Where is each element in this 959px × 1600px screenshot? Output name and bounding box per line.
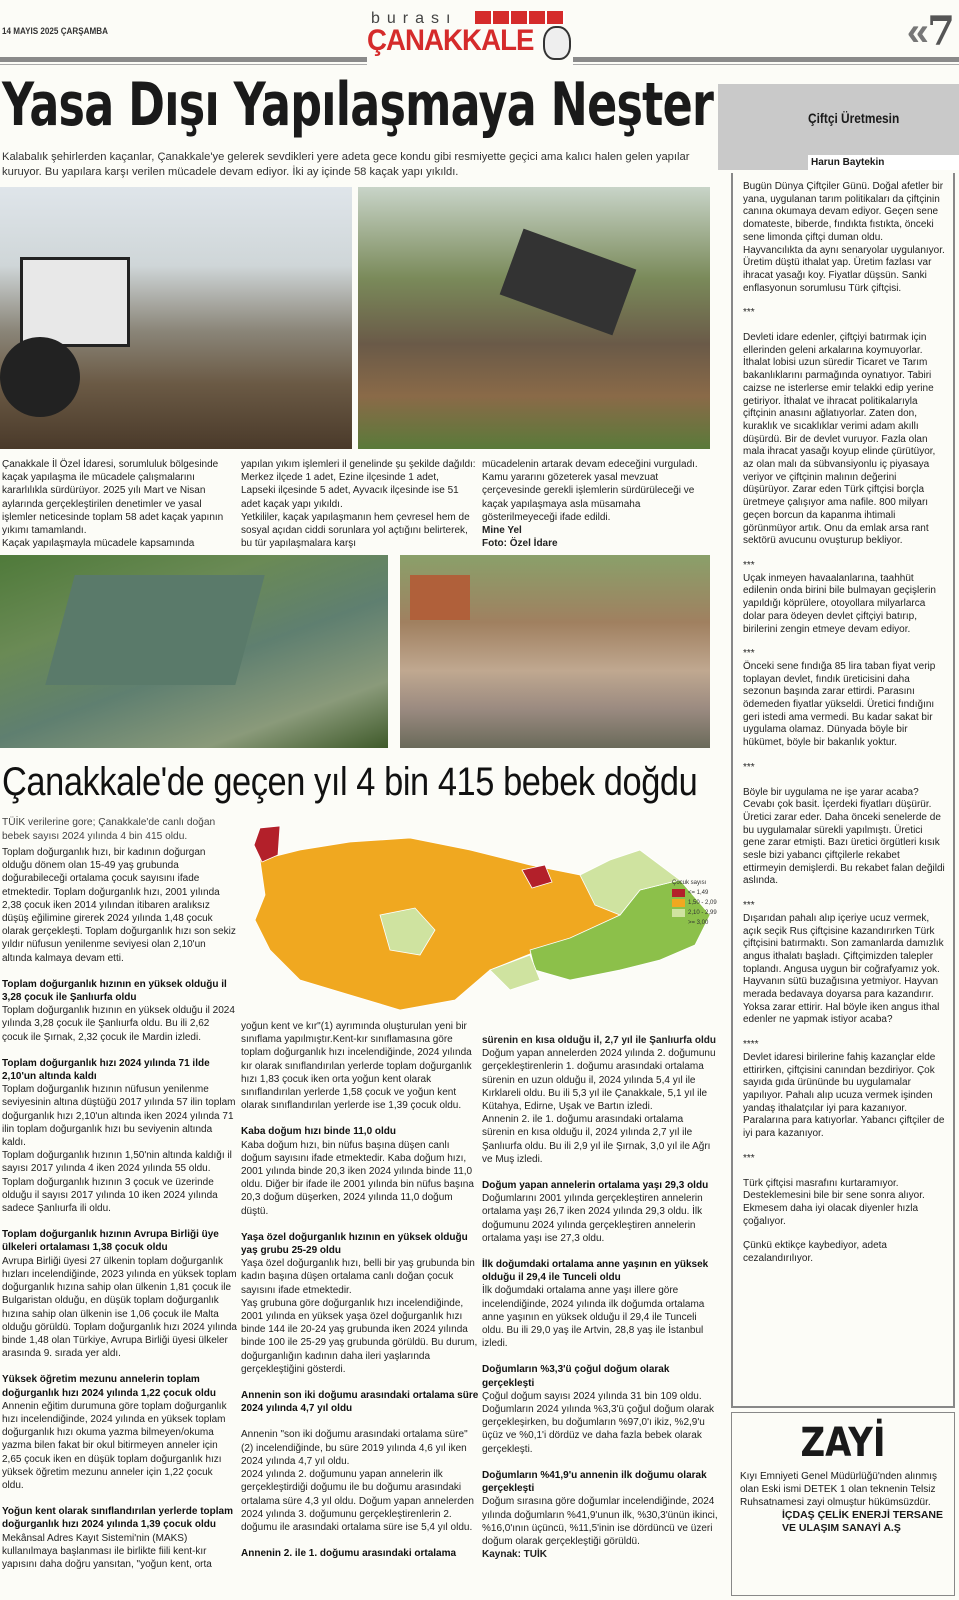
map-legend-item — [672, 899, 720, 907]
logo-bars — [475, 11, 565, 24]
paragraph: Toplam doğurganlık hızının en yüksek olduğu il 2024 yılında 3,28 çocuk ile Şanlıurfa oldu. Bu ili 2,62 çocuk ile Şırnak, 2,32 çocuk ile Mardin izledi. — [2, 1005, 235, 1043]
section-heading: Yoğun kent olarak sınıflandırılan yerlerde toplam doğurganlık hızı 2024 yılında 1,39 çocuk oldu — [2, 1506, 233, 1531]
article2-headline: Çanakkale'de geçen yıl 4 bin 415 bebek doğdu — [2, 760, 698, 804]
article1-column-3 — [482, 458, 714, 550]
legend-swatch — [672, 889, 685, 897]
section-heading: Annenin 2. ile 1. doğumu arasındaki ortalama — [241, 1548, 457, 1560]
photo-demolition-rubble — [400, 555, 710, 748]
section-heading: Toplam doğurganlık hızının Avrupa Birliği üye ülkeleri ortalaması 1,38 çocuk oldu — [2, 1229, 219, 1254]
section-heading: İlk doğumdaki ortalama anne yaşının en yüksek olduğu il 29,4 ile Tunceli oldu — [482, 1259, 709, 1284]
legend-label: <= 1,49 — [688, 890, 709, 896]
paragraph: Çanakkale İl Özel İdaresi, sorumluluk bölgesinde kaçak yapılaşma ile mücadele çalışmalarını kararlılıkla sürdürüyor. 2025 yılı Mart ve Nisan aylarında gerçekleştirilen denetimler ve yasal işlemler neticesinde toplam 58 adet kaçak yapının yıkımı tamamlandı. Kaçak yapılaşmayla mücadele kapsamında — [2, 459, 224, 550]
photo-demolition-tractor — [0, 187, 352, 449]
map-legend-item — [672, 919, 720, 927]
fertility-map-turkey — [240, 820, 718, 1025]
paragraph: Yaşa özel doğurganlık hızı, belli bir yaş grubunda bin kadın başına düşen ortalama canlı doğan çocuk sayısını ifade etmektedir. Yaş grubuna göre doğurganlık hızı incelendiğinde, 2001 yılında en yüksek yaşa özel doğurganlık hızı binde 144 ile 20-24 yaş grubunda iken 2024 yılında binde 100 ile 25-29 yaş grubunda görüldü. Bu durum, doğurganlığın kadının daha ileri yaşlarında gerçekleştiğini gösterdi. — [241, 1258, 478, 1375]
map-legend — [672, 880, 720, 929]
article2-column-3 — [482, 1034, 718, 1561]
newspaper-logo[interactable] — [367, 8, 573, 66]
paragraph: yoğun kent ve kır"(1) ayrımında oluşturulan yeni bir sınıflama yapılmıştır.Kent-kır sınıflamasına göre toplam doğurganlık hızı incelendiğinde, 2024 yılında kır olarak sınıflandırılan yerlerde toplam doğurganlık hızı 1,83 çocuk iken orta yoğun kent olarak sınıflandırılan yerlerde 1,58 çocuk ve yoğun kent olarak sınıflandırılan yerlerde ise 1,39 çocuk oldu. — [241, 1021, 472, 1112]
logo-main-text: ÇANAKKALE — [367, 24, 534, 57]
legend-swatch — [672, 919, 685, 927]
paragraph: Annenin eğitim durumuna göre toplam doğurganlık hızı incelendiğinde, 2024 yılında en yüksek toplam doğurganlık hızı okuma yazma bilmeyen/okuma yazma bilen fakat bir okul bitirmeyen anneler için 2,65 çocuk iken en düşük toplam doğurganlık hızı yüksek öğretim mezunu anneler için 1,22 çocuk oldu. — [2, 1400, 227, 1491]
column-paragraph: *** — [743, 1152, 755, 1164]
paragraph: Çoğul doğum sayısı 2024 yılında 31 bin 109 oldu. Doğumların 2024 yılında %3,3'ü çoğul doğum olarak gerçekleşirken, bu doğumların %97,0'ı ikiz, %2,9'u üçüz ve %0,1'i dördüz ve daha fazla bebek olarak gerçekleşti. — [482, 1390, 715, 1455]
article1-column-2 — [241, 458, 476, 550]
paragraph: mücadelenin artarak devam edeceğini vurguladı. Kamu yararını gözeterek yasal mevzuat çerçevesinde gerekli işlemlerin sürdürüleceği ve kaçak yapılaşmaya asla müsamaha gösterilmeyeceği ifade edildi. — [482, 459, 698, 523]
section-heading: Yaşa özel doğurganlık hızının en yüksek olduğu yaş grubu 25-29 oldu — [241, 1231, 468, 1257]
paragraph: Kaba doğum hızı, bin nüfus başına düşen canlı doğum sayısını ifade etmektedir. Kaba doğum hızı, 2001 yılında binde 20,3 iken 2024 yılında binde 11,0 oldu. Diğer bir ifade ile 2001 yılında bin nüfus başına 20,3 doğum düşerken, 2024 yılında 11,0 doğum düştü. — [241, 1139, 474, 1217]
byline: Mine Yel — [482, 525, 522, 537]
legend-label: >= 3,00 — [688, 920, 709, 926]
legend-label: 2,10 - 2,99 — [688, 910, 717, 916]
article-headline: Yasa Dışı Yapılaşmaya Neşter — [2, 70, 714, 140]
logo-top-text: burası — [371, 10, 458, 27]
map-legend-item — [672, 889, 720, 897]
zayi-company-line-1: İÇDAŞ ÇELİK ENERJİ TERSANE — [782, 1509, 944, 1522]
section-heading: Yüksek öğretim mezunu annelerin toplam doğurganlık hızı 2024 yılında 1,22 çocuk oldu — [2, 1374, 216, 1399]
chevron-left-icon: « — [906, 10, 929, 54]
column-title: Çiftçi Üretmesin — [808, 110, 900, 126]
column-paragraph: *** Uçak inmeyen havaalanlarına, taahhüt edilenin onda birini bile bulmayan geçişlerin yapıldığı köprülere, otoyollara milyarlarca dolar para ödeyen devlet çiftçiyi batırıp, birilerini zengin etmeye devam ediyor. — [743, 559, 936, 635]
issue-date: 14 MAYIS 2025 ÇARŞAMBA — [2, 26, 108, 36]
article2-intro: TÜİK verilerine gore; Çanakkale'de canlı doğan bebek sayısı 2024 yılında 4 bin 415 oldu. — [2, 817, 216, 842]
byline: sürenin en kısa olduğu il, 2,7 yıl ile Şanlıurfa oldu — [482, 1035, 716, 1046]
paragraph: Doğum yapan annelerden 2024 yılında 2. doğumunu gerçekleştirenlerin 1. doğumu arasındaki ortalama sürenin en uzun olduğu il, 2024 yılında 5,4 yıl ile Kırklareli oldu. Bu ili 5,3 yıl ile Çanakkale, 5,1 yıl ile Kütahya, Edirne, Uşak ve Bartın izledi. Annenin 2. ile 1. doğumu arasındaki ortalama sürenin en kısa olduğu il, 2024 yılında 2,7 yıl ile Şanlıurfa oldu. Bu ili 2,9 yıl ile Şırnak, 3,0 yıl ile Ağrı ve Muş izledi. — [482, 1048, 716, 1165]
column-paragraph: Türk çiftçisi masrafını kurtaramıyor. Desteklemesini bile bir sene sonra alıyor. Ekmesem daha iyi olacak diyenler hızla çoğalıyor. — [743, 1177, 925, 1227]
column-paragraph: *** — [743, 761, 755, 773]
article2-column-2 — [241, 1020, 479, 1560]
author-photo — [718, 62, 804, 170]
column-paragraph: Devleti idare edenler, çiftçiyi batırmak için ellerinden geleni arkalarına koymuyorlar. İthalat lobisi uzun süredir Ticaret ve Tarım bakanlıklarını parmağında oynatıyor. Tabiri caizse ne isterlerse emir telakki edip yerine getiriyor. İthalat ve ihracat politikalarıyla çiftçinin anasını ağlatıyorlar. Zaten don, kuraklık ve sıcaklıklar verimi adam akıllı düşürdü. Bir de devlet vuruyor. Fazla olan mala ihracat yasağı koyup elinde çürütüyor, az olan malı da sübvansiyonlu iç piyasaya veriyor ve çiftçinin malının değerini düşürüyor. Zarar eden Türk çiftçisi borçla üretmeye çalışıyor ama nafile. 800 milyarı geçen borcun da kapanma ihtimali görünmüyor artık. Onu da emlak arsa rant sektörü avucunu ovuşturup bekliyor. — [743, 332, 936, 547]
paragraph: Avrupa Birliği üyesi 27 ülkenin toplam doğurganlık hızları incelendiğinde, 2023 yılında en yüksek toplam doğurganlık hızına sahip olan ülkenin 1,81 çocuk ile Bulgaristan olduğu, en düşük toplam doğurganlık hızına sahip olan ülkenin ise 1,06 çocuk ile Malta olduğu görüldü. Toplam doğurganlık hızı 2024 yılında binde 1,48 olan Türkiye, Avrupa Birliği üyesi ülkeler arasında 9. sırada yer aldı. — [2, 1255, 237, 1360]
section-heading: Annenin son iki doğumu arasındaki ortalama süre 2024 yılında 4,7 yıl oldu — [241, 1390, 479, 1415]
column-author: Harun Baytekin — [808, 155, 959, 170]
section-heading: Doğum yapan annelerin ortalama yaşı 29,3 oldu — [482, 1180, 709, 1192]
article1-column-1 — [2, 458, 234, 550]
column-paragraph: *** Önceki sene fındığa 85 lira taban fiyat verip toplayan devlet, fındık üreticisini daha sezonun başında zarar ettirdi. Parasını ödemeden fiyatlar yükseldi. Üretici fındığını geri istedi ama vermedi. Bu kadar sakat bir uygulama olamaz. Dünyada böyle bir hükümet, böyle bir bakanlık yoktur. — [743, 648, 936, 749]
zayi-company-line-2: VE ULAŞIM SANAYİ A.Ş — [782, 1522, 901, 1535]
column-paragraph: *** Dışarıdan pahalı alıp içeriye ucuz vermek, açık seçik Rus çiftçisine kazandırırken Türk çiftçisini batırmaktı. Son zamanlarda damızlık angus ithalatı başladı. Çiftçimizden talepler toplandı. Angusa uygun bir coğrafyamız yok. Hayvanın sütü buzağısına yetmiyor. Hayvan merada bedavaya doyarsa para kazandırır. Yoksa zarar ettirir. Hal böyle iken angus ithal edenler ne yapmak istiyor acaba? — [743, 900, 944, 1026]
section-heading: Doğumların %41,9'u annenin ilk doğumu olarak gerçekleşti — [482, 1469, 707, 1495]
opinion-column-body — [731, 173, 955, 1408]
map-region-orange — [255, 838, 660, 1010]
legend-swatch — [672, 899, 685, 907]
paragraph: Doğum sırasına göre doğumlar incelendiğinde, 2024 yılında doğumların %41,9'unun ilk, %30,3'ünün ikinci, %16,0'ının üçüncü, %11,5'inin ise dördüncü ve üzeri doğum olarak gerçekleştiği görüldü. — [482, 1496, 718, 1547]
photo-demolition-excavator — [358, 187, 710, 449]
column-paragraph: **** Devlet idaresi birilerine fahiş kazançlar elde ettirirken, çiftçisini canından bezdiriyor. Çok sayıda gıda ürününde bu uygulamalar yapılıyor. Pahalı alıp ucuza vermek işinden yandaş ithalatçılar iyi para kazanıyor. Paralarına para katıyorlar. Yabancı çiftçiler de iyi para kazanıyor. — [743, 1039, 945, 1140]
column-paragraph: *** — [743, 307, 755, 319]
section-heading: Kaba doğum hızı binde 11,0 oldu — [241, 1126, 397, 1138]
paragraph: Mekânsal Adres Kayıt Sistemi'nin (MAKS) kullanılmaya başlanması ile birlikte fiili kent-kır yapısını daha doğru yansıtan, "yoğun kent, orta — [2, 1532, 212, 1570]
zayi-title: ZAYİ — [800, 1420, 886, 1466]
paragraph: Toplam doğurganlık hızının nüfusun yenilenme seviyesinin altına düştüğü 2017 yılında 57 ilin toplam doğurganlık hızı 2,10'un altında iken 2024 yılında 71 ilin toplam doğurganlık hızı bu seviyenin altında kaldı. Toplam doğurganlık hızının 1,50'nin altında kaldığı il sayısı 2017 yılında 4 iken 2024 yılında 55 oldu. Toplam doğurganlık hızının 3 çocuk ve üzerinde olduğu il sayısı 2017 yılında 10 iken 2024 yılında sadece Şanlıurfa ili oldu. — [2, 1084, 236, 1215]
zayi-body: Kıyı Emniyeti Genel Müdürlüğü'nden alınmış olan Eski ismi DETEK 1 olan teknenin Telsiz Ruhsatnamesi zayi olmuştur hükümsüzdür. — [740, 1471, 938, 1508]
paragraph: İlk doğumdaki ortalama anne yaşı illere göre incelendiğinde, 2024 yılında ilk doğumda ortalama anne yaşının en yüksek olduğu il 29,4 ile Tunceli oldu. Bu ili 29,0 yaş ile Artvin, 28,8 yaş ile İstanbul izledi. — [482, 1285, 705, 1350]
zayi-notice — [731, 1412, 955, 1596]
byline: Kaynak: TUİK — [482, 1549, 548, 1561]
page-number: 7 — [927, 8, 955, 55]
article-deck: Kalabalık şehirlerden kaçanlar, Çanakkale'ye gelerek sevdikleri yere adeta gece kondu gibi resmiyette geçici ama kalıcı halen gelen yapılar kuruyor. Bu yapılara karşı verilen mücadele devam ediyor. İki ay içinde 58 kaçak yapı yıkıldı. — [2, 151, 690, 178]
section-heading: Doğumların %3,3'ü çoğul doğum olarak gerçekleşti — [482, 1364, 670, 1389]
map-legend-item — [672, 909, 720, 917]
column-paragraph: Böyle bir uygulama ne işe yarar acaba? Cevabı çok basit. İçerdeki fiyatları düşürür. Üretici zarar eder. Daha önceki senelerde de bu uygulamalar sürekli yapılmıştı. Üretici gene zarar etmişti. Bazı üretici örgütleri kısık sesle bizi yabancı çiftçilerle rekabet ettirmeyin demişlerdi. Bu rekabet falan değildi aslında. — [743, 786, 945, 887]
portrait-icon — [543, 26, 571, 60]
section-heading: Toplam doğurganlık hızının en yüksek olduğu il 3,28 çocuk ile Şanlıurfa oldu — [2, 978, 227, 1004]
paragraph: yapılan yıkım işlemleri il genelinde şu şekilde dağıldı: Merkez ilçede 1 adet, Ezine ilçesinde 1 adet, Lapseki ilçesinde 5 adet, Ayvacık ilçesinde ise 51 adet kaçak yapı yıkıldı. Yetkililer, kaçak yapılaşmanın hem çevresel hem de sosyal açıdan ciddi sorunlara yol açtığını belirterek, bu tür yapılaşmalara karşı — [241, 459, 476, 550]
legend-swatch — [672, 909, 685, 917]
paragraph: Toplam doğurganlık hızı, bir kadının doğurgan olduğu dönem olan 15-49 yaş grubunda doğurabileceği ortalama çocuk sayısını ifade etmektedir. Toplam doğurganlık hızı, 2001 yılında 2,38 çocuk iken 2014 yılından itibaren aralıksız düşüş eğilimine girerek 2024 yılında 1,48 çocuk olarak gerçekleşti. Toplam doğurganlık hızı son sekiz yıldır nüfusun yenilenme seviyesi olan 2,10'un altında kalmaya devam etti. — [2, 847, 236, 964]
byline: Foto: Özel İdare — [482, 538, 558, 550]
paragraph: Annenin "son iki doğumu arasındaki ortalama süre"(2) incelendiğinde, bu süre 2019 yılında 4,6 yıl iken 2024 yılında 4,7 yıl oldu. 2024 yılında 2. doğumunu yapan annelerin ilk gerçekleştirdiği doğumu ile bu doğumu arasındaki ortalama süre 4,3 yıl oldu. Doğum yapan annelerden 2024 yılında 3. doğumunu gerçekleştirenlerin 2. doğumu ile arasındaki ortalama süre ise 5,4 yıl oldu. — [241, 1429, 474, 1533]
map-legend-title: Çocuk sayısı — [672, 880, 707, 886]
section-heading: Toplam doğurganlık hızı 2024 yılında 71 ilde 2,10'un altında kaldı — [2, 1057, 210, 1083]
column-paragraph: Bugün Dünya Çiftçiler Günü. Doğal afetler bir yana, uygulanan tarım politikaları da çiftçinin canına okumaya devam ediyor. Geçen sene domateste, biberde, fındıkta fıstıkta, önceki sene limonda çiftçi duman oldu. Hayvancılıkta da aynı senaryolar uygulanıyor. Üretim düştü ithalat yap. Üretim fazlası var ihracat yasağı koy. Fiyatlar düşsün. Sanki enflasyonun sorumlusu Türk çiftçisi. — [743, 181, 945, 294]
article2-column-1 — [2, 846, 237, 1571]
column-paragraph: Çünkü ektikçe kaybediyor, adeta cezalandırılıyor. — [743, 1240, 887, 1265]
photo-collapsed-house — [0, 555, 388, 748]
legend-label: 1,50 - 2,09 — [688, 900, 717, 906]
paragraph: Doğumlarını 2001 yılında gerçekleştiren annelerin ortalama yaşı 26,7 iken 2024 yılında 29,3 oldu. İlk doğumunu 2024 yılında gerçekleştiren annelerin ortalama yaşı ise 27,3 oldu. — [482, 1193, 703, 1244]
